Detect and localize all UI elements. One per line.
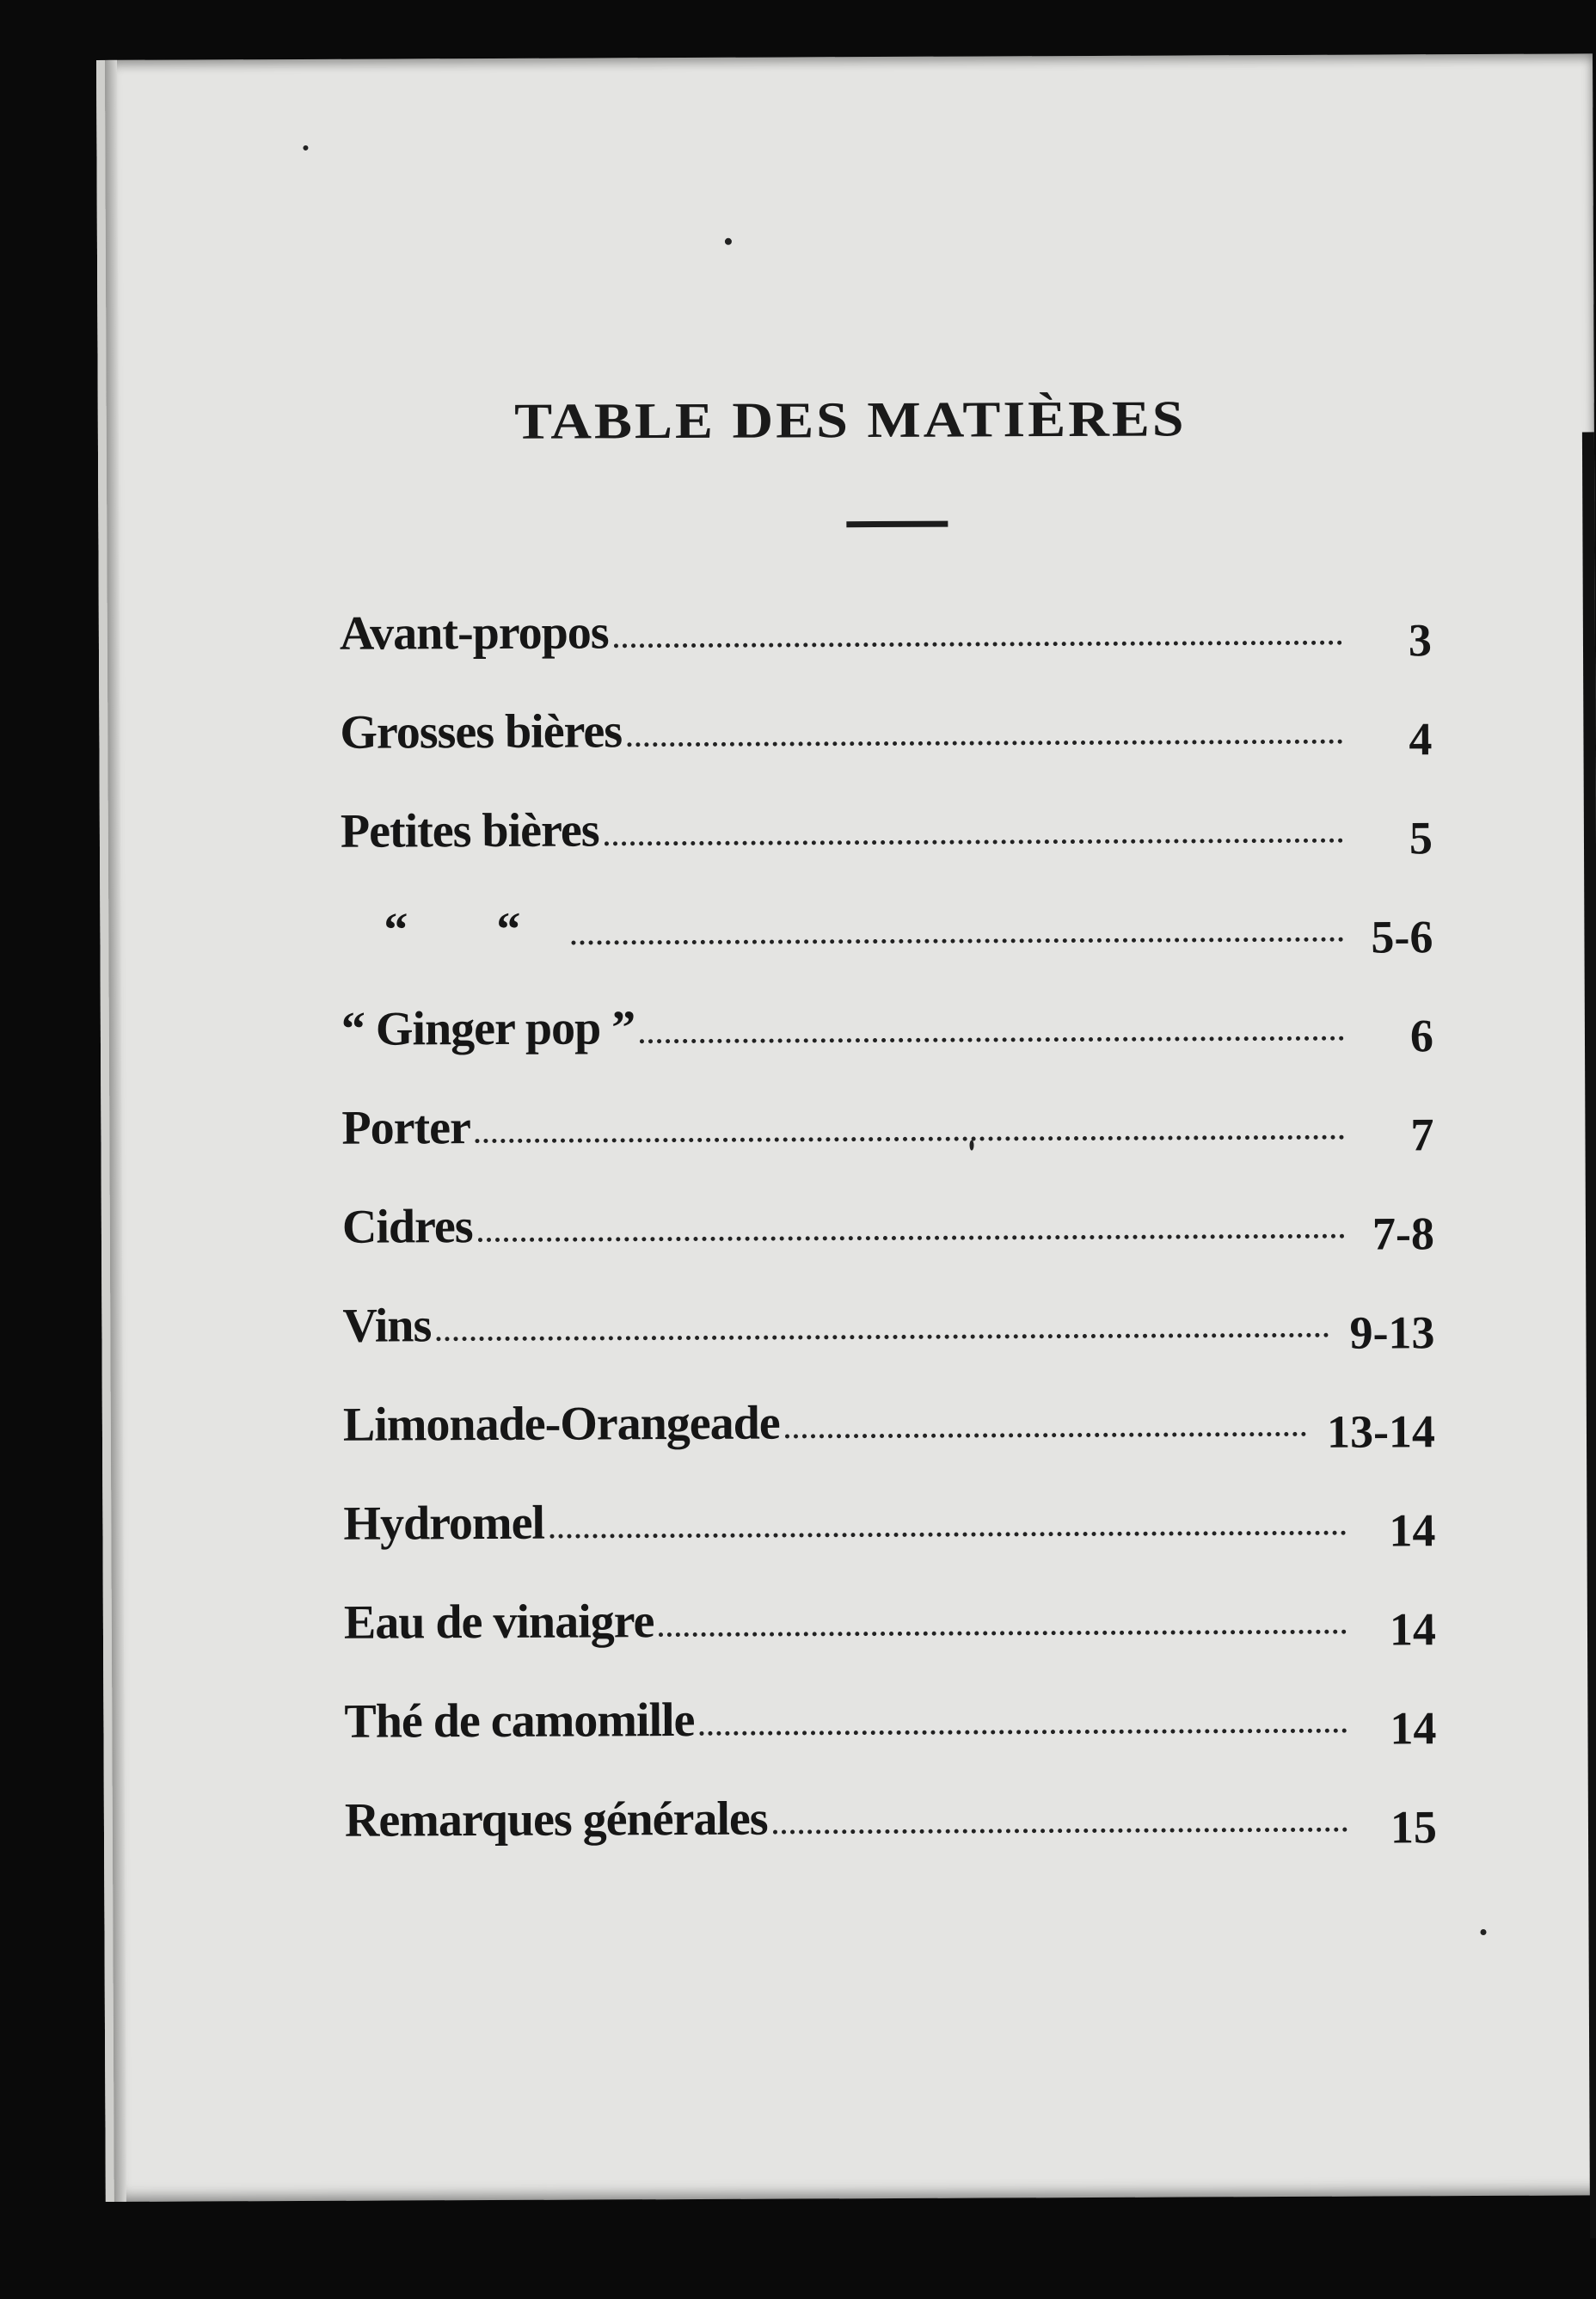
dot-leader [436,1333,1329,1342]
toc-label: Avant-propos [339,605,609,661]
toc-page-number: 4 [1409,713,1433,765]
toc-page-number: 13-14 [1326,1405,1436,1458]
title-rule [846,521,948,528]
toc-entry [344,1766,1438,1853]
dot-leader [773,1828,1347,1835]
paper-speck [1480,1929,1486,1935]
toc-label: Thé de camomille [344,1693,695,1749]
toc-entry [342,1370,1436,1458]
toc-page-number: 7-8 [1372,1208,1435,1260]
table-of-contents [339,579,1438,1853]
dot-leader [627,740,1342,747]
toc-entry [343,1568,1437,1656]
toc-page-number: 14 [1390,1702,1437,1755]
dot-leader [605,839,1343,846]
toc-entry [342,1271,1435,1359]
toc-page-number: 14 [1389,1504,1436,1557]
toc-label: “ Ginger pop ” [341,1001,635,1056]
toc-page-number: 15 [1390,1801,1438,1853]
dot-leader [476,1135,1345,1143]
paper-speck [303,145,308,151]
toc-page-number: 5 [1409,812,1433,864]
toc-label: Petites bières [340,803,599,858]
toc-entry [341,974,1434,1062]
dot-leader [700,1729,1347,1736]
toc-page-number: 3 [1408,614,1433,667]
toc-entry [339,579,1433,667]
toc-label: Eau de vinaigre [343,1595,654,1650]
toc-label: Hydromel [343,1496,545,1551]
toc-entry [341,876,1433,963]
dot-leader [614,641,1342,649]
toc-page-number: 7 [1410,1109,1434,1161]
page-right-edge [1582,432,1596,2238]
paper-speck [725,238,732,245]
toc-label: Vins [342,1299,432,1353]
toc-label: Limonade-Orangeade [342,1396,780,1452]
toc-entry [343,1469,1436,1557]
toc-label: Grosses bières [340,704,623,759]
toc-label: “ “ [384,902,520,957]
toc-page-number: 5-6 [1371,911,1433,963]
toc-entry [341,1172,1435,1260]
toc-entry [341,1073,1434,1161]
page-title: TABLE DES MATIÈRES [513,390,1187,451]
book-page [96,53,1596,2202]
toc-page-number: 6 [1409,1010,1434,1062]
page-edge [105,60,126,2202]
toc-entry [344,1667,1437,1755]
dot-leader [549,1531,1346,1539]
dot-leader [785,1432,1306,1439]
paper-speck [969,1140,973,1151]
dot-leader [571,937,1343,945]
toc-label: Remarques générales [344,1792,768,1847]
toc-label: Cidres [341,1200,473,1254]
dot-leader [659,1630,1347,1637]
toc-entry [340,777,1433,864]
dot-leader [478,1234,1345,1242]
toc-entry [340,678,1433,765]
toc-label: Porter [341,1101,470,1155]
toc-page-number: 9-13 [1349,1306,1435,1359]
toc-page-number: 14 [1389,1603,1437,1656]
dot-leader [640,1036,1344,1044]
